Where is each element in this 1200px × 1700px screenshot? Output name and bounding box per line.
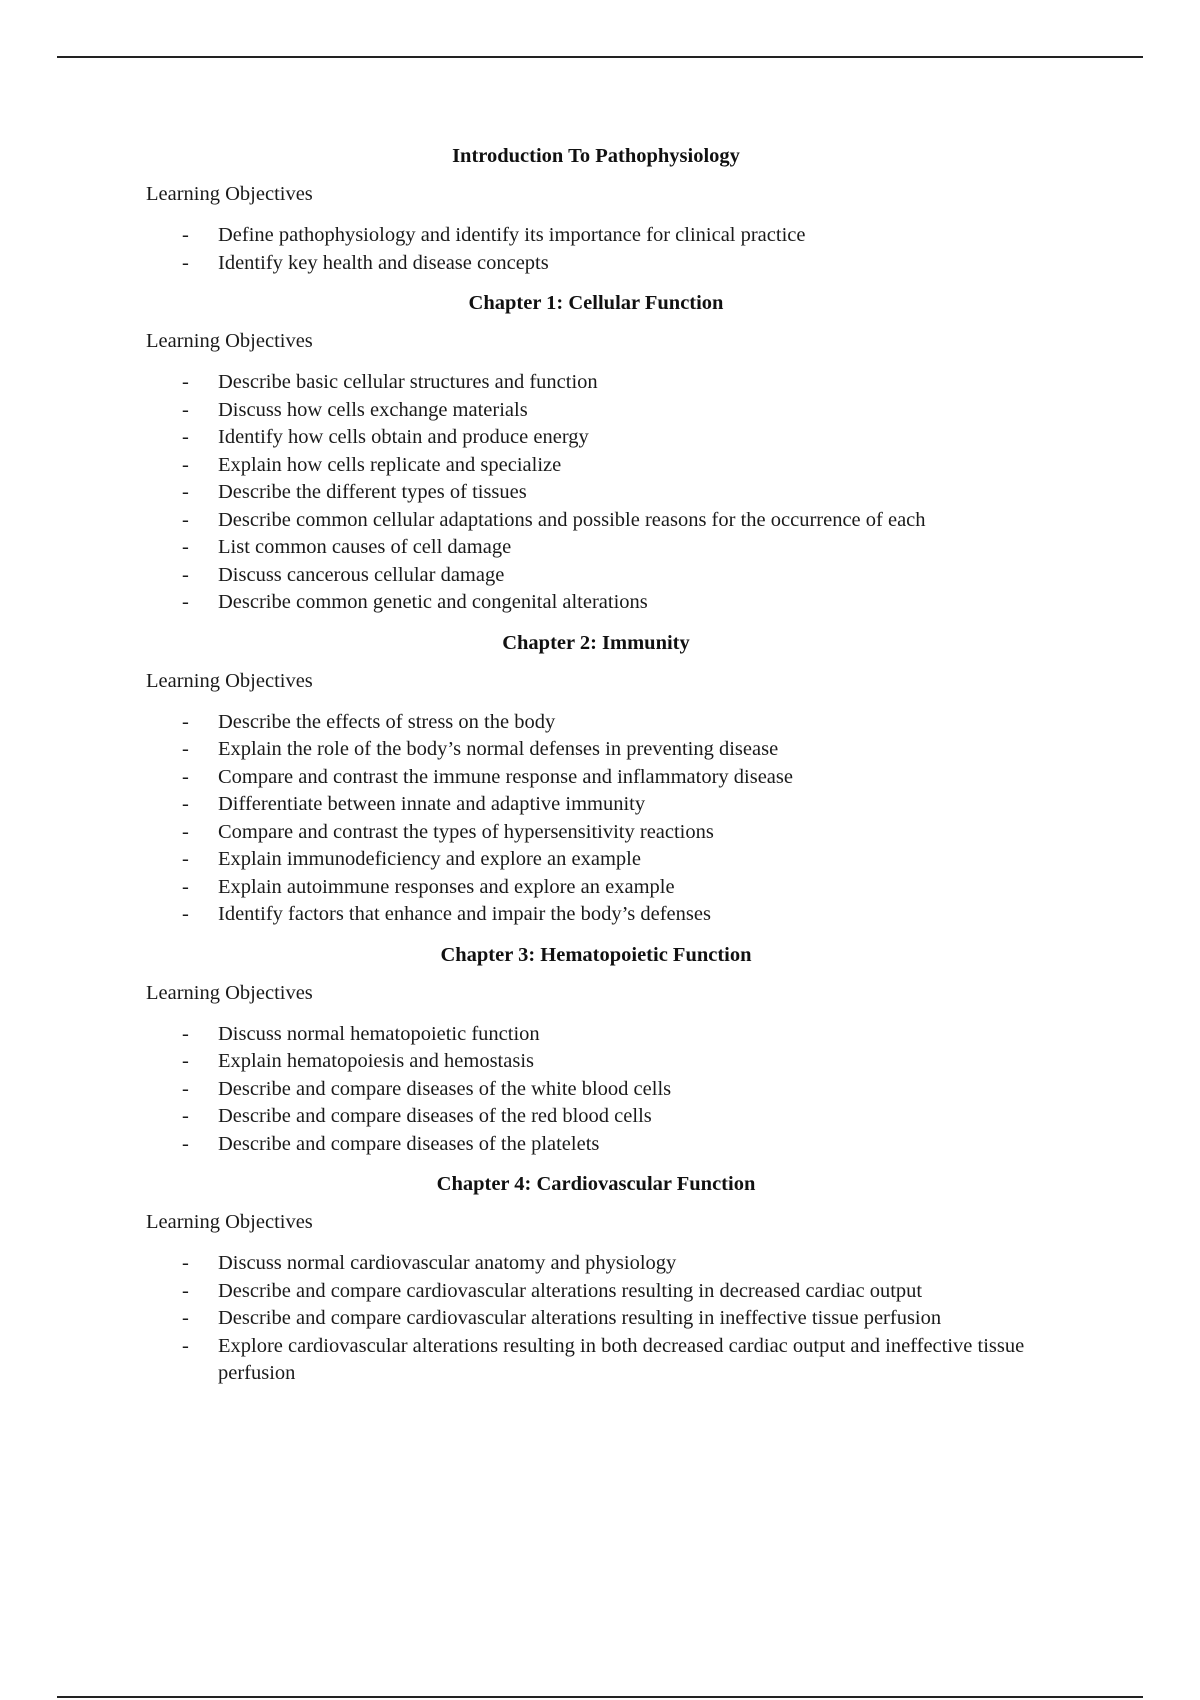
bullet-dash: -: [182, 1252, 189, 1274]
bullet-dash: -: [182, 1307, 189, 1329]
objective-item: [146, 1131, 1046, 1159]
learning-objectives-label: Learning Objectives: [146, 981, 313, 1004]
bullet-dash: -: [182, 1334, 189, 1357]
objective-item: [146, 369, 1046, 397]
bullet-dash: -: [182, 591, 189, 613]
section-chapter-2: [146, 631, 1046, 929]
objective-item: [146, 562, 1046, 590]
objective-text: Define pathophysiology and identify its importance for clinical practice: [218, 224, 806, 246]
bullet-dash: -: [182, 765, 189, 788]
objective-item: [146, 479, 1046, 507]
bullet-dash: -: [182, 820, 189, 843]
objective-text: Discuss normal cardiovascular anatomy and physiology: [218, 1252, 677, 1274]
objective-item: [146, 846, 1046, 874]
bullet-dash: -: [182, 1279, 189, 1302]
bullet-dash: -: [182, 224, 189, 246]
objectives-list: [146, 709, 1046, 929]
learning-objectives-label: Learning Objectives: [146, 1211, 313, 1233]
objective-item: [146, 874, 1046, 902]
objective-text: Explain hematopoiesis and hemostasis: [218, 1050, 534, 1072]
bullet-dash: -: [182, 508, 189, 531]
objective-text: Explain immunodeficiency and explore an example: [218, 848, 641, 870]
objective-text: Compare and contrast the immune response and inflammatory disease: [218, 765, 793, 788]
bullet-dash: -: [182, 710, 189, 733]
objectives-list: [146, 222, 1046, 277]
objective-item: [146, 1250, 1046, 1278]
section-title: Chapter 1: Cellular Function: [468, 292, 724, 314]
objective-text: Differentiate between innate and adaptive immunity: [218, 793, 646, 815]
objective-text: Explain the role of the body’s normal defenses in preventing disease: [218, 738, 779, 760]
bullet-dash: -: [182, 481, 189, 503]
objective-item: [146, 1333, 1046, 1388]
top-rule: [57, 56, 1143, 58]
bullet-dash: -: [182, 1105, 189, 1127]
bullet-dash: -: [182, 738, 189, 760]
objective-text: Identify how cells obtain and produce energy: [218, 426, 589, 448]
bullet-dash: -: [182, 563, 189, 586]
bullet-dash: -: [182, 453, 189, 476]
bullet-dash: -: [182, 848, 189, 870]
objective-item: [146, 764, 1046, 792]
section-title: Chapter 2: Immunity: [502, 631, 690, 654]
objective-text: Describe the effects of stress on the body: [218, 710, 556, 733]
objective-text: Explain autoimmune responses and explore an example: [218, 875, 675, 898]
objective-item: [146, 736, 1046, 764]
objectives-list: [146, 1250, 1046, 1388]
objective-text: Explore cardiovascular alterations resulting in both decreased cardiac output and ineffective tissue perfusion: [218, 1334, 1025, 1384]
bullet-dash: -: [182, 426, 189, 448]
section-title: Chapter 3: Hematopoietic Function: [440, 943, 752, 966]
objective-item: [146, 901, 1046, 929]
objective-item: [146, 791, 1046, 819]
bullet-dash: -: [182, 1077, 189, 1100]
bullet-dash: -: [182, 536, 189, 558]
objective-item: [146, 534, 1046, 562]
objective-item: [146, 709, 1046, 737]
objective-text: Explain how cells replicate and specialize: [218, 453, 562, 476]
objective-text: Describe and compare cardiovascular alterations resulting in decreased cardiac output: [218, 1279, 923, 1302]
objective-item: [146, 1278, 1046, 1306]
objective-item: [146, 397, 1046, 425]
objective-text: Compare and contrast the types of hypersensitivity reactions: [218, 820, 714, 843]
objective-text: Describe basic cellular structures and function: [218, 371, 598, 393]
bullet-dash: -: [182, 398, 189, 421]
objective-item: [146, 819, 1046, 847]
bullet-dash: -: [182, 875, 189, 898]
learning-objectives-label: Learning Objectives: [146, 183, 313, 205]
bullet-dash: -: [182, 1022, 189, 1045]
objective-text: Identify factors that enhance and impair the body’s defenses: [218, 903, 711, 925]
objective-item: [146, 507, 1046, 535]
learning-objectives-label: Learning Objectives: [146, 330, 313, 352]
objective-item: [146, 250, 1046, 278]
objectives-list: [146, 369, 1046, 617]
document-body: [146, 144, 1046, 1402]
objective-item: [146, 1021, 1046, 1049]
bullet-dash: -: [182, 793, 189, 815]
section-chapter-3: [146, 943, 1046, 1159]
section-chapter-4: [146, 1172, 1046, 1388]
objective-text: Discuss cancerous cellular damage: [218, 563, 505, 586]
bullet-dash: -: [182, 903, 189, 925]
section-chapter-1: [146, 291, 1046, 617]
learning-objectives-label: Learning Objectives: [146, 669, 313, 692]
bullet-dash: -: [182, 1050, 189, 1072]
objective-text: Discuss normal hematopoietic function: [218, 1022, 540, 1045]
bullet-dash: -: [182, 371, 189, 393]
bullet-dash: -: [182, 1132, 189, 1155]
objective-text: List common causes of cell damage: [218, 536, 512, 558]
objective-item: [146, 1103, 1046, 1131]
objective-text: Describe and compare diseases of the white blood cells: [218, 1077, 672, 1100]
objective-text: Describe and compare diseases of the red blood cells: [218, 1105, 652, 1127]
section-title: Chapter 4: Cardiovascular Function: [436, 1173, 756, 1195]
objective-item: [146, 222, 1046, 250]
objective-text: Describe and compare diseases of the platelets: [218, 1132, 600, 1155]
objectives-list: [146, 1021, 1046, 1159]
objective-text: Describe the different types of tissues: [218, 481, 527, 503]
objective-item: [146, 1048, 1046, 1076]
objective-text: Discuss how cells exchange materials: [218, 398, 528, 421]
objective-item: [146, 1076, 1046, 1104]
objective-item: [146, 452, 1046, 480]
objective-item: [146, 1305, 1046, 1333]
bullet-dash: -: [182, 251, 189, 274]
objective-text: Describe common genetic and congenital alterations: [218, 591, 648, 613]
section-title: Introduction To Pathophysiology: [452, 145, 740, 167]
objective-text: Identify key health and disease concepts: [218, 251, 549, 274]
bottom-rule: [57, 1696, 1143, 1698]
objective-text: Describe and compare cardiovascular alterations resulting in ineffective tissue perfusion: [218, 1307, 942, 1329]
objective-item: [146, 424, 1046, 452]
section-introduction: [146, 144, 1046, 277]
objective-item: [146, 589, 1046, 617]
objective-text: Describe common cellular adaptations and possible reasons for the occurrence of each: [218, 508, 926, 531]
